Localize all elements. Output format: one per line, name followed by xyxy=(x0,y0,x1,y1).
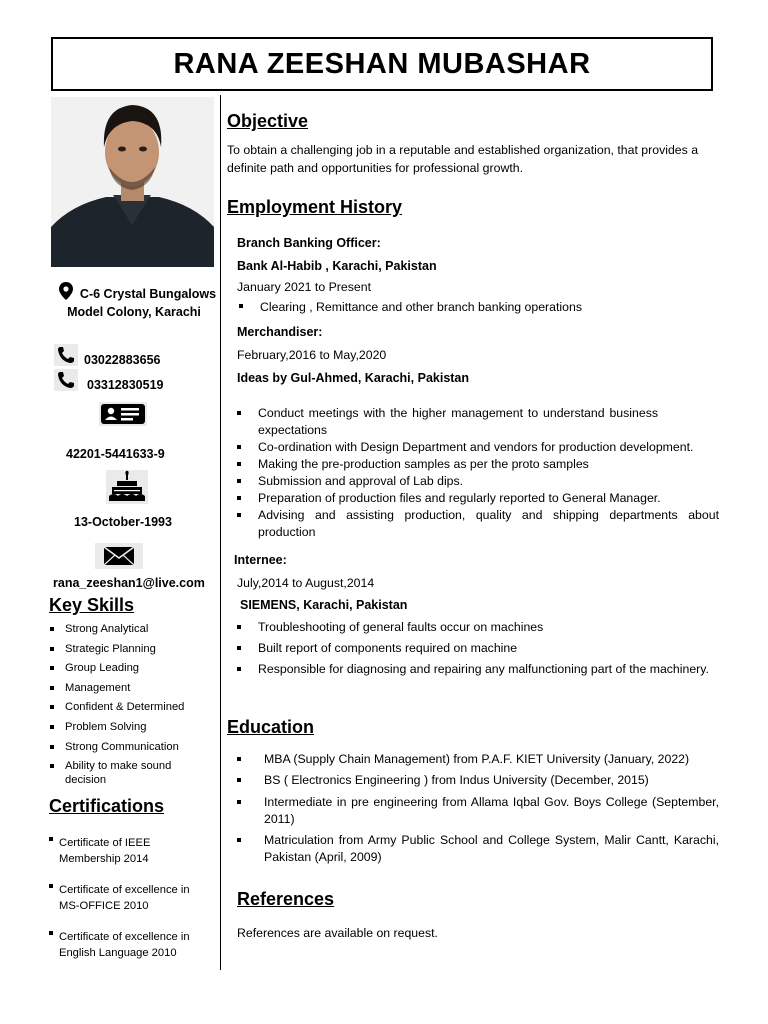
job-period: February,2016 to May,2020 xyxy=(237,348,387,362)
list-item: Management xyxy=(49,681,217,695)
profile-photo xyxy=(51,97,214,267)
employment-history-heading: Employment History xyxy=(227,197,403,217)
address xyxy=(62,285,222,321)
education-heading: Education xyxy=(227,717,315,737)
list-item: Ability to make sound decision xyxy=(49,759,195,787)
phone-icon xyxy=(54,344,78,371)
list-item: BS ( Electronics Engineering ) from Indus University (December, 2015) xyxy=(235,772,719,789)
id-number: 42201-5441633-9 xyxy=(66,447,165,461)
objective-heading: Objective xyxy=(227,111,309,131)
list-item: Confident & Determined xyxy=(49,700,217,714)
profile-photo-illustration xyxy=(51,97,214,267)
list-item: Strong Analytical xyxy=(49,622,217,636)
list-item: Matriculation from Army Public School and College System, Malir Cantt, Karachi, Pakistan (April, 2009) xyxy=(235,832,719,866)
column-divider xyxy=(220,95,221,970)
list-item: Responsible for diagnosing and repairing any malfunctioning part of the machinery. xyxy=(235,661,719,678)
job-duties-list xyxy=(237,298,717,316)
job-period: January 2021 to Present xyxy=(237,280,371,294)
job-company: Ideas by Gul-Ahmed, Karachi, Pakistan xyxy=(237,371,470,385)
job-company: Bank Al-Habib , Karachi, Pakistan xyxy=(237,259,437,273)
resume-name-header xyxy=(51,37,713,91)
list-item: Intermediate in pre engineering from Allama Iqbal Gov. Boys College (September, 2011) xyxy=(235,794,719,828)
list-item: Submission and approval of Lab dips. xyxy=(235,473,719,490)
address-line-1: C-6 Crystal Bungalows xyxy=(79,287,217,301)
list-item: Certificate of excellence in English Language 2010 xyxy=(49,929,204,961)
references-text: References are available on request. xyxy=(237,926,438,940)
job-title: Internee: xyxy=(234,553,287,567)
phone-icon xyxy=(54,369,78,396)
list-item: Built report of components required on machine xyxy=(235,640,719,657)
list-item: Preparation of production files and regularly reported to General Manager. xyxy=(235,490,719,507)
list-item: Co-ordination with Design Department and vendors for production development. xyxy=(235,439,719,456)
references-heading: References xyxy=(237,889,335,909)
job-duties-list xyxy=(235,619,719,678)
phone-number-1: 03022883656 xyxy=(84,353,161,367)
job-company: SIEMENS, Karachi, Pakistan xyxy=(240,598,408,612)
list-item: Conduct meetings with the higher management to understand business expectations xyxy=(235,405,658,439)
list-item: Strong Communication xyxy=(49,740,217,754)
objective-text: To obtain a challenging job in a reputable and established organization, that provides a definite path and opportunities for professional growth. xyxy=(227,143,699,175)
list-item: Group Leading xyxy=(49,661,217,675)
candidate-name: RANA ZEESHAN MUBASHAR xyxy=(173,47,591,80)
education-list xyxy=(235,751,719,866)
birthday-cake-icon xyxy=(106,470,148,509)
email-address: rana_zeeshan1@live.com xyxy=(53,576,205,590)
job-period: July,2014 to August,2014 xyxy=(237,576,375,590)
list-item: Troubleshooting of general faults occur on machines xyxy=(235,619,719,636)
birth-date: 13-October-1993 xyxy=(74,515,172,529)
certifications-heading: Certifications xyxy=(49,796,165,816)
list-item: Strategic Planning xyxy=(49,642,217,656)
key-skills-heading: Key Skills xyxy=(49,595,135,615)
job-title: Merchandiser: xyxy=(237,325,323,339)
certifications-list xyxy=(49,835,204,976)
phone-number-2: 03312830519 xyxy=(87,378,164,392)
list-item: Certificate of IEEE Membership 2014 xyxy=(49,835,164,867)
job-title: Branch Banking Officer: xyxy=(237,236,381,250)
key-skills-list xyxy=(49,622,217,793)
id-card-icon xyxy=(99,402,147,431)
list-item: Certificate of excellence in MS-OFFICE 2010 xyxy=(49,882,204,914)
list-item: Making the pre-production samples as per the proto samples xyxy=(235,456,719,473)
list-item: Problem Solving xyxy=(49,720,217,734)
list-item: Advising and assisting production, quality and shipping departments about production xyxy=(235,507,719,541)
address-line-2: Model Colony, Karachi xyxy=(67,305,201,319)
list-item: MBA (Supply Chain Management) from P.A.F. KIET University (January, 2022) xyxy=(235,751,719,768)
list-item: Clearing , Remittance and other branch banking operations xyxy=(237,298,717,316)
job-duties-list xyxy=(235,405,719,541)
envelope-icon xyxy=(95,543,143,574)
